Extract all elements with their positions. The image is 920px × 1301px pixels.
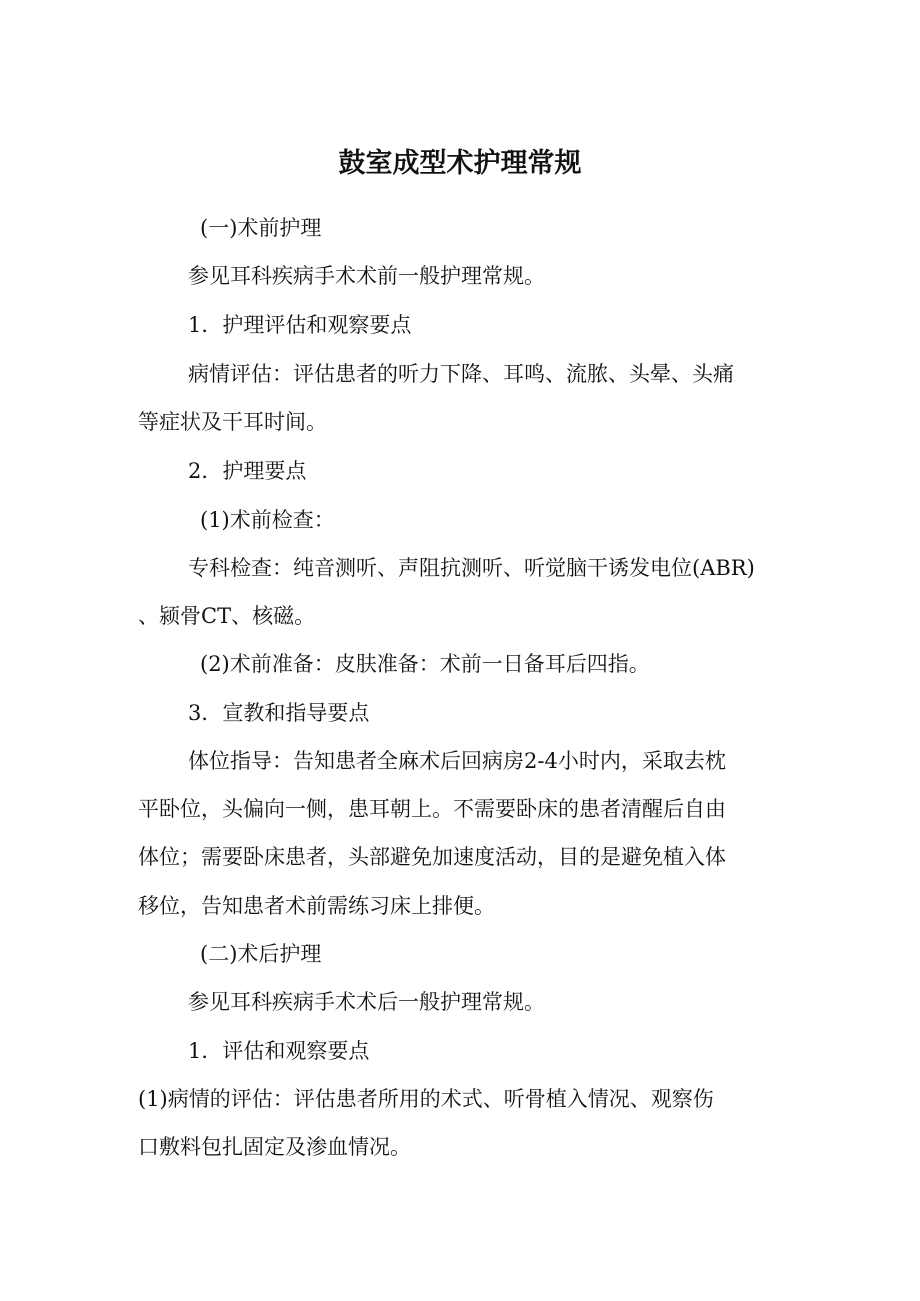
paragraph-position-line2: 平卧位，头偏向一侧，患耳朝上。不需要卧床的患者清醒后自由 [138, 797, 726, 821]
item-preop-exam: (1)术前检查： [200, 508, 335, 532]
paragraph-postop-condition-line1: (1)病情的评估：评估患者所用的术式、听骨植入情况、观察伤 [138, 1087, 714, 1111]
paragraph-position-line1: 体位指导：告知患者全麻术后回病房2-4小时内，采取去枕 [188, 749, 726, 773]
paragraph-postop-condition-line2: 口敷料包扎固定及渗血情况。 [138, 1135, 411, 1159]
paragraph-position-line4: 移位，告知患者术前需练习床上排便。 [138, 894, 495, 918]
paragraph-special-exam-line1: 专科检查：纯音测听、声阻抗测听、听觉脑干诱发电位(ABR) [188, 556, 755, 580]
subheading-nursing-points: 2．护理要点 [188, 459, 307, 483]
subheading-assessment: 1．护理评估和观察要点 [188, 313, 412, 337]
subheading-postop-assessment: 1．评估和观察要点 [188, 1039, 370, 1063]
paragraph-condition-line2: 等症状及干耳时间。 [138, 410, 327, 434]
paragraph-position-line3: 体位；需要卧床患者，头部避免加速度活动，目的是避免植入体 [138, 845, 726, 869]
paragraph-postop-general: 参见耳科疾病手术术后一般护理常规。 [188, 990, 545, 1014]
paragraph-special-exam-line2: 、颍骨CT、核磁。 [138, 604, 316, 628]
section-preop-heading: (一)术前护理 [200, 216, 322, 240]
document-title: 鼓室成型术护理常规 [338, 148, 582, 179]
paragraph-condition-line1: 病情评估：评估患者的听力下降、耳鸣、流脓、头晕、头痛 [188, 362, 734, 386]
section-postop-heading: (二)术后护理 [200, 942, 322, 966]
subheading-education: 3．宣教和指导要点 [188, 701, 370, 725]
item-preop-preparation: (2)术前准备：皮肤准备：术前一日备耳后四指。 [200, 652, 650, 676]
paragraph-preop-general: 参见耳科疾病手术术前一般护理常规。 [188, 264, 545, 288]
